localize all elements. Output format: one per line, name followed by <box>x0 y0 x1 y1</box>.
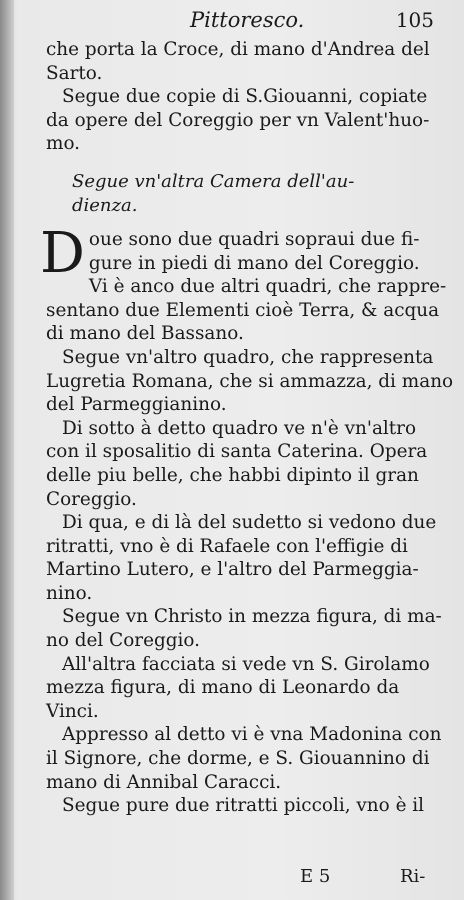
text-line: che porta la Croce, di mano d'Andrea del <box>46 39 430 60</box>
text-line: il Signore, che dorme, e S. Giouannino di <box>46 748 430 770</box>
text-line: Martino Lutero, e l'altro del Parmeggia- <box>46 559 419 581</box>
text-line: ritratti, vno è di Rafaele con l'effigie di <box>46 535 408 557</box>
text-line: mo. <box>46 133 81 155</box>
paragraph-5 <box>46 417 450 511</box>
text-line: Di sotto à detto quadro ve n'è vn'altro <box>62 417 417 439</box>
text-line: di mano del Bassano. <box>46 323 244 345</box>
section-heading <box>46 170 450 218</box>
text-line: no del Coreggio. <box>46 630 200 652</box>
text-line: con il sposalitio di santa Caterina. Opera <box>46 441 428 463</box>
page-header <box>0 8 464 38</box>
page-footer <box>0 866 464 892</box>
catchword: Ri- <box>400 866 426 887</box>
page-number: 105 <box>395 8 434 32</box>
text-line: nino. <box>46 582 93 604</box>
text-line: Vinci. <box>46 700 99 722</box>
text-line: Segue vn Christo in mezza figura, di ma- <box>62 606 442 628</box>
body-text <box>40 38 454 818</box>
text-line: Segue due copie di S.Giouanni, copiate <box>62 86 428 108</box>
text-line: delle piu belle, che habbi dipinto il gran <box>46 464 419 486</box>
text-line: Di qua, e di là del sudetto si vedono due <box>62 512 437 534</box>
text-line: da opere del Coreggio per vn Valent'huo- <box>46 109 430 131</box>
drop-cap-initial: D <box>40 220 85 286</box>
paragraph-1 <box>46 38 450 85</box>
text-line: Segue pure due ritratti piccoli, vno è il <box>62 795 425 817</box>
heading-line: dienza. <box>72 194 138 216</box>
text-line: mano di Annibal Caracci. <box>46 771 282 793</box>
text-line: gure in piedi di mano del Coreggio. <box>88 252 420 274</box>
text-line: Appresso al detto vi è vna Madonina con <box>62 724 442 746</box>
heading-line: Segue vn'altra Camera dell'au- <box>72 170 355 192</box>
signature-mark: E 5 <box>300 866 331 887</box>
paragraph-8 <box>46 653 450 724</box>
text-line: Vi è anco due altri quadri, che rappre- <box>88 276 447 298</box>
text-line: oue sono due quadri sopraui due fi- <box>88 228 420 250</box>
text-line: Sarto. <box>46 62 103 84</box>
paragraph-2 <box>46 85 450 156</box>
text-line: All'altra facciata si vede vn S. Girolamo <box>62 653 430 675</box>
paragraph-6 <box>46 511 450 605</box>
paragraph-7 <box>46 605 450 652</box>
paragraph-4 <box>46 346 454 417</box>
text-line: mezza figura, di mano di Leonardo da <box>46 677 400 699</box>
text-line: Segue vn'altro quadro, che rappresenta <box>62 346 434 368</box>
text-line: sentano due Elementi cioè Terra, & acqua <box>46 299 440 321</box>
paragraph-9 <box>46 723 450 794</box>
page-gutter-shadow <box>0 0 14 900</box>
text-line: Lugretia Romana, che si ammazza, di mano <box>46 370 454 392</box>
text-line: Coreggio. <box>46 488 137 510</box>
paragraph-10 <box>46 794 450 818</box>
running-head: Pittoresco. <box>190 8 305 32</box>
paragraph-3 <box>40 220 450 346</box>
text-line: del Parmeggianino. <box>46 394 227 416</box>
